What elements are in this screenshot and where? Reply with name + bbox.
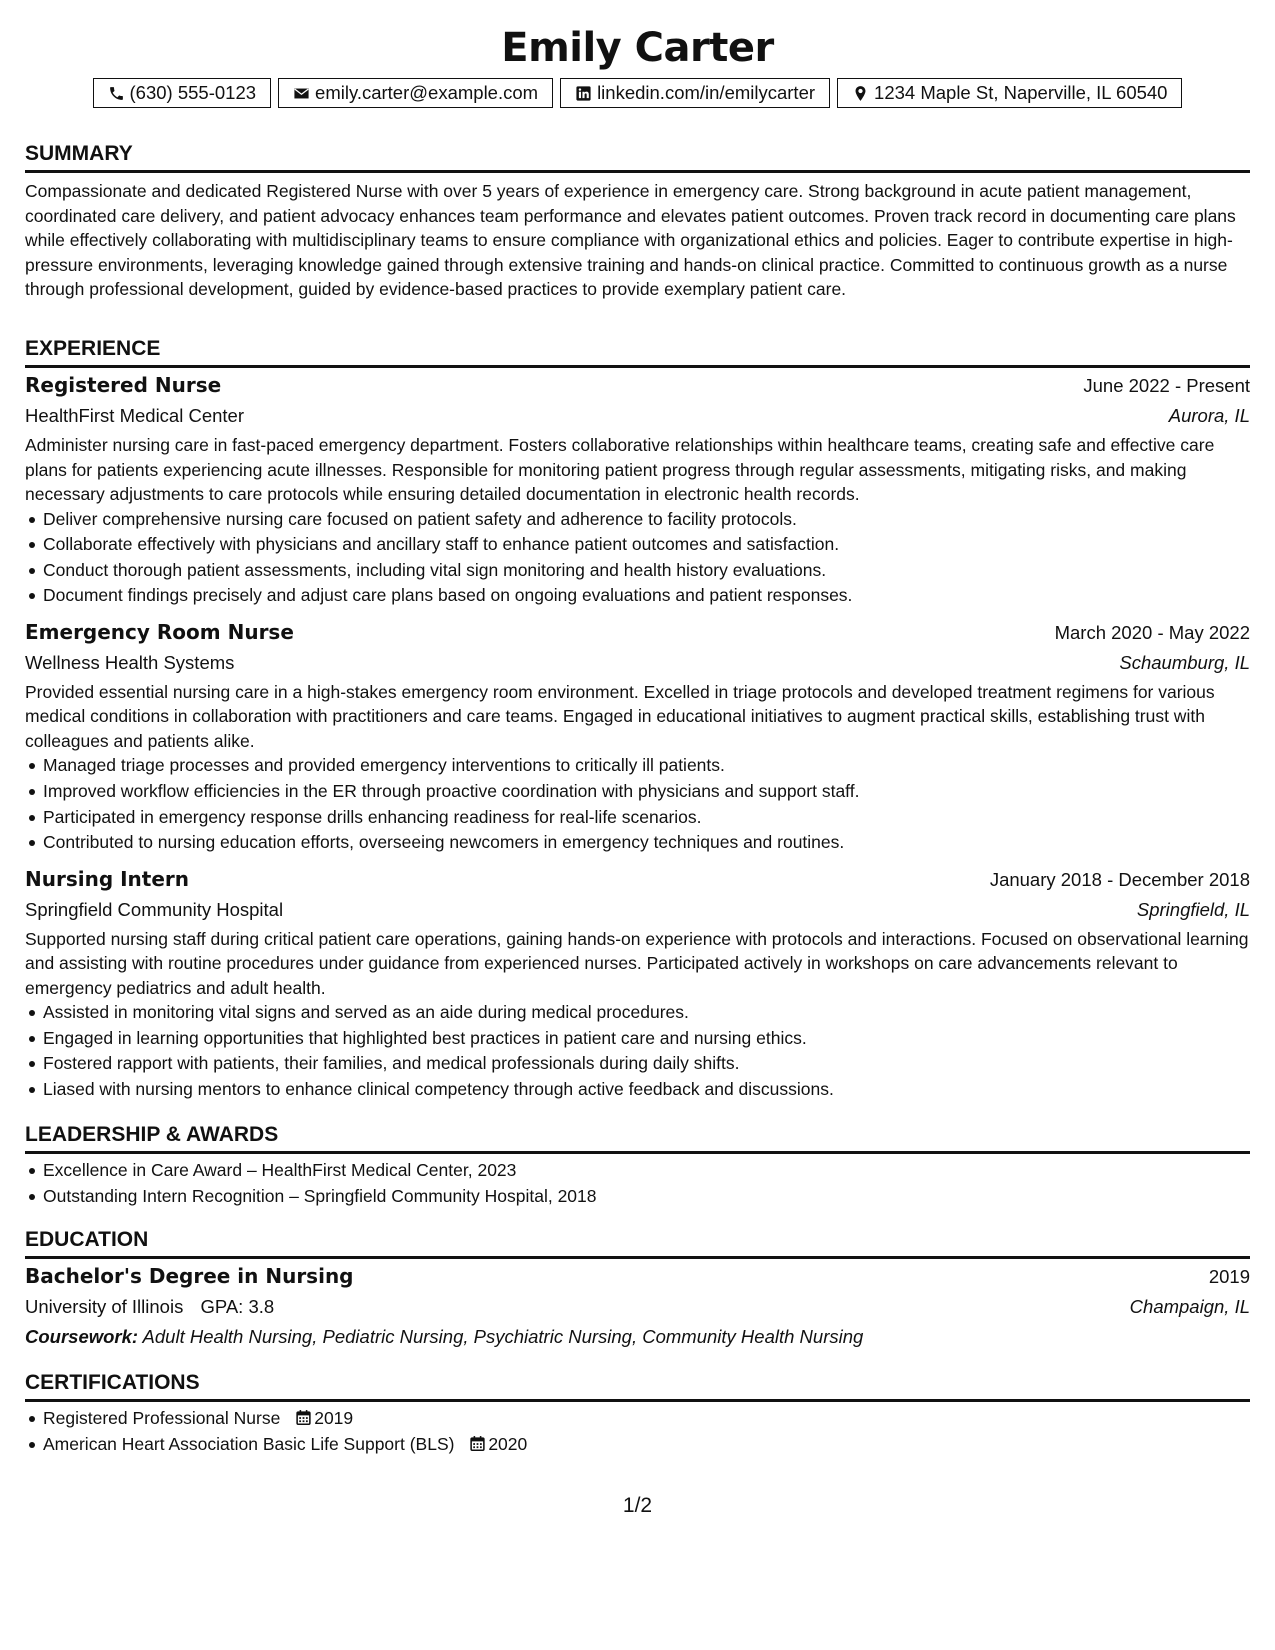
job-date: January 2018 - December 2018	[989, 868, 1250, 890]
coursework	[25, 1322, 1250, 1352]
job-description: Supported nursing staff during critical patient care operations, gaining hands-on experience with protocols and interactions. Focused on observational learning and assisting with routine procedures under guidance from experienced nurses. Participated actively in workshops on care advancements relevant to emergency pediatrics and adult health.	[25, 928, 1249, 998]
phone-text: (630) 555-0123	[129, 82, 257, 103]
contact-phone[interactable]	[93, 78, 272, 108]
degree-title: Bachelor's Degree in Nursing	[25, 1264, 354, 1288]
list-item: Collaborate effectively with physicians and ancillary staff to enhance patient outcomes and satisfaction.	[43, 532, 1250, 558]
job-description: Provided essential nursing care in a high-stakes emergency room environment. Excelled in triage protocols and developed treatment regimens for various medical conditions in collaboration with practitioners and care teams. Engaged in educational initiatives to augment practical skills, establishing trust with colleagues and patients alike.	[25, 681, 1215, 751]
resume-content	[25, 0, 1250, 1454]
list-item: Outstanding Intern Recognition – Springfield Community Hospital, 2018	[43, 1184, 1250, 1210]
page-number: 1/2	[622, 1494, 653, 1517]
leadership-section	[25, 1121, 1250, 1209]
education-section	[25, 1226, 1250, 1352]
job-location: Aurora, IL	[1168, 405, 1250, 426]
candidate-name: Emily Carter	[501, 25, 774, 71]
job-date: March 2020 - May 2022	[1054, 621, 1250, 643]
list-item: Liased with nursing mentors to enhance clinical competency through active feedback and discussions.	[43, 1077, 1250, 1103]
certifications-section	[25, 1369, 1250, 1457]
graduation-year: 2019	[1208, 1266, 1250, 1287]
phone-icon	[108, 85, 125, 102]
email-text: emily.carter@example.com	[315, 82, 539, 103]
calendar-icon	[469, 1435, 486, 1452]
job-bullets	[25, 753, 1250, 855]
list-item: Improved workflow efficiencies in the ER through proactive coordination with physicians and support staff.	[43, 779, 1250, 805]
contact-address	[837, 78, 1182, 108]
map-pin-icon	[852, 85, 869, 102]
certification-year: 2019	[314, 1408, 354, 1428]
job-company: Springfield Community Hospital	[25, 898, 284, 920]
summary-section	[25, 140, 1250, 302]
certification-name: American Heart Association Basic Life Support (BLS)	[43, 1433, 455, 1454]
list-item: Contributed to nursing education efforts, overseeing newcomers in emergency techniques and routines.	[43, 830, 1250, 856]
job-entry	[25, 864, 1250, 1103]
linkedin-text: linkedin.com/in/emilycarter	[597, 82, 816, 103]
job-date: June 2022 - Present	[1083, 375, 1250, 396]
job-company: HealthFirst Medical Center	[25, 405, 244, 426]
job-location: Schaumburg, IL	[1119, 651, 1250, 673]
job-title: Emergency Room Nurse	[25, 619, 294, 644]
contact-linkedin[interactable]	[560, 78, 830, 108]
list-item: Conduct thorough patient assessments, including vital sign monitoring and health history evaluations.	[43, 558, 1250, 584]
list-item: Excellence in Care Award – HealthFirst Medical Center, 2023	[43, 1158, 1250, 1184]
summary-text: Compassionate and dedicated Registered Nurse with over 5 years of experience in emergency care. Strong background in acute patient management, coordinated care delivery, and patient advocacy enhances team performance and elevates patient outcomes. Proven track record in documenting care plans while effectively collaborating with multidisciplinary teams to ensure compliance with organizational ethics and policies. Eager to contribute expertise in high-pressure environments, leveraging knowledge gained through extensive training and hands-on clinical practice. Committed to continuous growth as a nurse through professional development, guided by evidence-based practices to provide exemplary patient care.	[25, 181, 1236, 299]
coursework-label: Coursework:	[25, 1326, 139, 1347]
job-company: Wellness Health Systems	[25, 651, 235, 673]
list-item: Engaged in learning opportunities that highlighted best practices in patient care and nursing ethics.	[43, 1026, 1250, 1052]
school-name: University of Illinois	[25, 1296, 184, 1317]
linkedin-icon	[575, 85, 592, 102]
list-item: Participated in emergency response drills enhancing readiness for real-life scenarios.	[43, 805, 1250, 831]
section-title-leadership: LEADERSHIP & AWARDS	[25, 1121, 1250, 1154]
list-item: Fostered rapport with patients, their families, and medical professionals during daily shifts.	[43, 1051, 1250, 1077]
section-title-education: EDUCATION	[25, 1226, 1250, 1259]
list-item	[43, 1432, 1250, 1458]
job-bullets	[25, 1000, 1250, 1102]
job-title: Registered Nurse	[25, 373, 222, 397]
list-item: Document findings precisely and adjust care plans based on ongoing evaluations and patient responses.	[43, 583, 1250, 609]
certification-name: Registered Professional Nurse	[43, 1408, 281, 1428]
calendar-icon	[295, 1409, 312, 1426]
job-entry	[25, 370, 1250, 609]
list-item: Deliver comprehensive nursing care focused on patient safety and adherence to facility protocols.	[43, 507, 1250, 533]
contact-bar	[25, 78, 1250, 108]
certification-year: 2020	[488, 1433, 528, 1454]
section-title-summary: SUMMARY	[25, 140, 1250, 173]
envelope-icon	[293, 85, 310, 102]
job-title: Nursing Intern	[25, 866, 190, 891]
job-description: Administer nursing care in fast-paced emergency department. Fosters collaborative relationships within healthcare teams, creating safe and effective care plans for patients experiencing acute illnesses. Responsible for monitoring patient progress through regular assessments, mitigating risks, and making necessary adjustments to care protocols while ensuring detailed documentation in electronic health records.	[25, 435, 1215, 504]
address-text: 1234 Maple St, Naperville, IL 60540	[874, 82, 1168, 103]
job-entry	[25, 617, 1250, 856]
school-location: Champaign, IL	[1129, 1296, 1250, 1317]
job-location: Springfield, IL	[1136, 898, 1250, 920]
awards-list	[25, 1158, 1250, 1209]
gpa-value: GPA: 3.8	[200, 1296, 275, 1317]
list-item: Managed triage processes and provided emergency interventions to critically ill patients.	[43, 753, 1250, 779]
job-bullets	[25, 507, 1250, 609]
list-item	[43, 1406, 1250, 1432]
section-title-experience: EXPERIENCE	[25, 335, 1250, 368]
coursework-list: Adult Health Nursing, Pediatric Nursing, Psychiatric Nursing, Community Health Nursing	[142, 1326, 864, 1347]
contact-email[interactable]	[278, 78, 553, 108]
list-item: Assisted in monitoring vital signs and served as an aide during medical procedures.	[43, 1000, 1250, 1026]
section-title-certifications: CERTIFICATIONS	[25, 1369, 1250, 1402]
experience-section	[25, 335, 1250, 1103]
certifications-list	[25, 1406, 1250, 1457]
